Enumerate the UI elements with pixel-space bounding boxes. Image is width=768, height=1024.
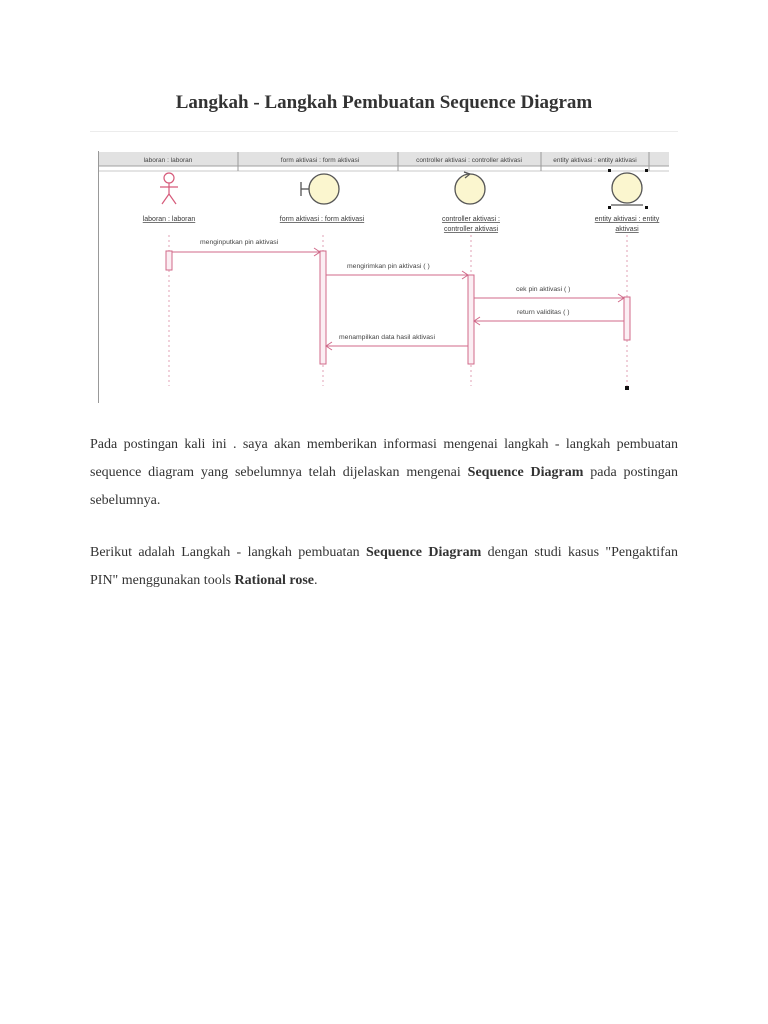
header-label: entity aktivasi : entity aktivasi bbox=[553, 157, 637, 164]
activation-box bbox=[166, 251, 172, 270]
object-label: entity aktivasi : entity bbox=[594, 216, 660, 223]
activation-box bbox=[624, 297, 630, 340]
page-title: Langkah - Langkah Pembuatan Sequence Diagram bbox=[175, 92, 593, 113]
object-label: laboran : laboran bbox=[142, 216, 196, 223]
header-label: controller aktivasi : controller aktivasi bbox=[416, 157, 522, 164]
paragraph-text: Berikut adalah Langkah - langkah pembuatan bbox=[90, 545, 367, 560]
paragraph-text: pada postingan sebelumnya. bbox=[90, 465, 678, 508]
activation-box bbox=[468, 275, 474, 364]
bold-term: Rational rose bbox=[234, 573, 315, 588]
paragraph-text: dengan studi kasus "Pengaktifan PIN" menggunakan tools bbox=[90, 545, 678, 588]
activation-box bbox=[320, 251, 326, 364]
object-label: controller aktivasi : bbox=[442, 216, 500, 223]
paragraph-text: Pada postingan kali ini . saya akan memberikan informasi mengenai langkah - langkah pembuatan sequence diagram yang sebelumnya telah dijelaskan mengenai bbox=[90, 437, 678, 480]
message-label: mengirimkan pin aktivasi ( ) bbox=[347, 263, 430, 270]
header-label: form aktivasi : form aktivasi bbox=[280, 157, 360, 164]
message-label: menampilkan data hasil aktivasi bbox=[339, 334, 435, 341]
message-label: cek pin aktivasi ( ) bbox=[516, 286, 571, 293]
object-label: form aktivasi : form aktivasi bbox=[279, 216, 365, 223]
paragraph-text: . bbox=[314, 573, 318, 588]
intro-paragraph bbox=[90, 431, 678, 515]
steps-paragraph bbox=[90, 539, 678, 595]
sequence-diagram bbox=[98, 151, 670, 403]
sequence-diagram-image bbox=[98, 151, 670, 403]
bold-term: Sequence Diagram bbox=[366, 545, 482, 560]
lifeline-end-marker bbox=[625, 386, 629, 390]
diagram-background bbox=[98, 151, 670, 403]
bold-term: Sequence Diagram bbox=[467, 465, 584, 480]
message-label: menginputkan pin aktivasi bbox=[200, 239, 279, 246]
object-label: controller aktivasi bbox=[443, 226, 499, 233]
object-label: aktivasi bbox=[615, 226, 639, 233]
header-label: laboran : laboran bbox=[143, 157, 193, 164]
message-label: return validitas ( ) bbox=[517, 309, 570, 316]
title-divider bbox=[90, 131, 678, 132]
